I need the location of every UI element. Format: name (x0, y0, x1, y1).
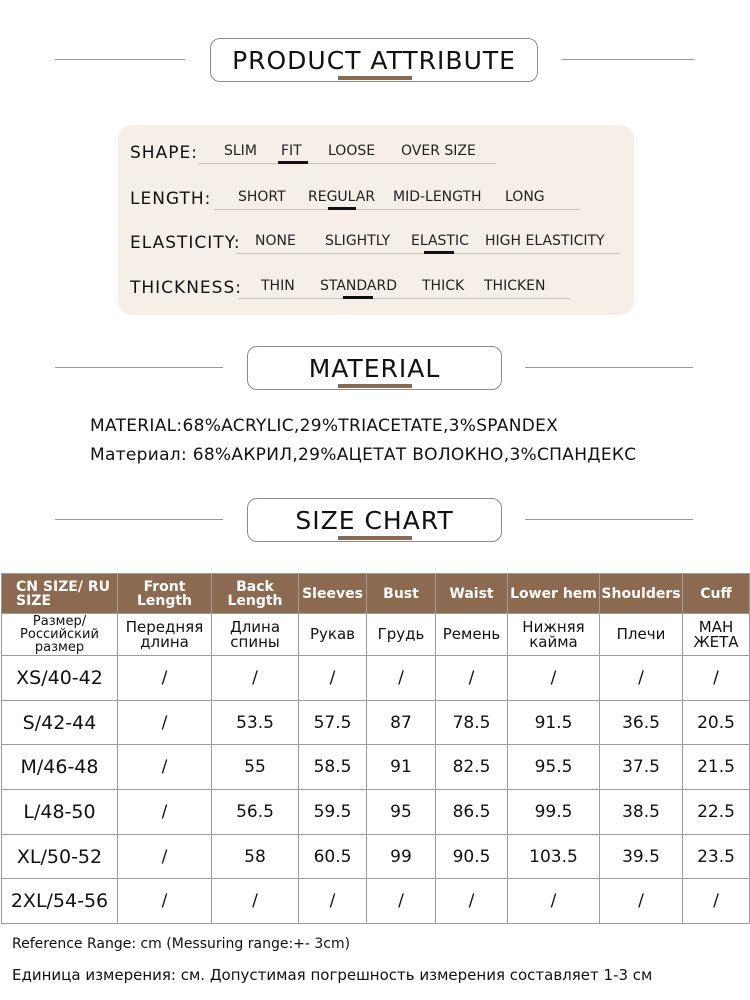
measure-cell: / (118, 790, 212, 835)
title-underline (338, 536, 412, 540)
section-title: MATERIAL (247, 346, 502, 390)
size-chart-table (1, 573, 750, 924)
divider-right (525, 519, 693, 520)
selected-mark (328, 207, 356, 210)
header-cell: CN SIZE/ RU SIZE (2, 574, 118, 614)
measure-cell: / (118, 745, 212, 790)
attr-option: SLIM (224, 143, 257, 159)
measure-cell: 82.5 (436, 745, 508, 790)
measure-cell: / (683, 656, 750, 701)
measure-cell: / (299, 656, 367, 701)
header-cell: Front Length (118, 574, 212, 614)
header-cell: Нижняя кайма (508, 614, 600, 656)
attr-option: NONE (255, 233, 296, 249)
measure-cell: / (436, 656, 508, 701)
attr-row-thickness (118, 272, 634, 302)
material-header (0, 346, 750, 390)
measure-cell: 36.5 (600, 700, 683, 745)
header-cell: Размер/ Российский размер (2, 614, 118, 656)
measure-cell: 60.5 (299, 834, 367, 879)
size-chart-header (0, 498, 750, 542)
divider-left (55, 59, 185, 60)
table-header-ru (2, 614, 750, 656)
measure-cell: / (508, 879, 600, 924)
measure-cell: 90.5 (436, 834, 508, 879)
table-row (2, 790, 750, 835)
attr-row-length (118, 183, 634, 213)
measure-cell: / (508, 656, 600, 701)
measure-cell: / (118, 700, 212, 745)
measure-cell: 22.5 (683, 790, 750, 835)
attribute-panel (118, 125, 634, 315)
measure-cell: 78.5 (436, 700, 508, 745)
measure-cell: / (118, 879, 212, 924)
measure-cell: 86.5 (436, 790, 508, 835)
measure-cell: 91.5 (508, 700, 600, 745)
attr-rule (214, 209, 580, 210)
measure-cell: / (212, 656, 299, 701)
measure-cell: 21.5 (683, 745, 750, 790)
attr-option-selected: ELASTIC (411, 233, 469, 249)
selected-mark (343, 296, 373, 299)
attr-option: HIGH ELASTICITY (485, 233, 605, 249)
title-underline (338, 76, 412, 80)
material-en: MATERIAL:68%ACRYLIC,29%TRIACETATE,3%SPANDEX (90, 416, 559, 436)
header-cell: Передняя длина (118, 614, 212, 656)
measure-cell: 53.5 (212, 700, 299, 745)
header-cell: Bust (367, 574, 436, 614)
attr-option: THICKEN (484, 278, 546, 294)
header-cell: МАН ЖЕТА (683, 614, 750, 656)
measure-cell: 58.5 (299, 745, 367, 790)
attr-option: SLIGHTLY (325, 233, 391, 249)
attr-option: OVER SIZE (401, 143, 476, 159)
measure-cell: 38.5 (600, 790, 683, 835)
attr-rule (198, 163, 496, 164)
measure-cell: 39.5 (600, 834, 683, 879)
product-attribute-header (0, 38, 750, 82)
header-cell: Waist (436, 574, 508, 614)
header-cell: Shoulders (600, 574, 683, 614)
measure-cell: / (118, 656, 212, 701)
table-row (2, 700, 750, 745)
divider-right (562, 59, 694, 60)
attr-rule (238, 298, 570, 299)
measure-cell: / (436, 879, 508, 924)
measure-cell: / (367, 879, 436, 924)
section-title: PRODUCT ATTRIBUTE (210, 38, 538, 82)
attr-option-selected: REGULAR (308, 189, 376, 205)
attr-label: LENGTH: (130, 189, 212, 209)
measure-cell: / (299, 879, 367, 924)
measure-cell: 99 (367, 834, 436, 879)
attr-row-shape (118, 137, 634, 167)
attr-row-elasticity (118, 227, 634, 257)
header-cell: Sleeves (299, 574, 367, 614)
header-cell: Плечи (600, 614, 683, 656)
section-title: SIZE CHART (247, 498, 502, 542)
header-cell: Lower hem (508, 574, 600, 614)
measure-cell: 87 (367, 700, 436, 745)
table-row (2, 834, 750, 879)
size-label-cell: XS/40-42 (2, 656, 118, 701)
attr-option: LONG (505, 189, 545, 205)
measure-cell: 91 (367, 745, 436, 790)
header-cell: Ремень (436, 614, 508, 656)
attr-option: MID-LENGTH (393, 189, 482, 205)
attr-option: THIN (261, 278, 295, 294)
measure-cell: 99.5 (508, 790, 600, 835)
attr-option: THICK (422, 278, 465, 294)
measure-cell: / (600, 656, 683, 701)
selected-mark (424, 251, 454, 254)
measure-cell: / (118, 834, 212, 879)
title-underline (338, 384, 412, 388)
attr-option-selected: FIT (281, 143, 302, 159)
size-label-cell: XL/50-52 (2, 834, 118, 879)
measure-cell: / (600, 879, 683, 924)
size-label-cell: L/48-50 (2, 790, 118, 835)
size-label-cell: 2XL/54-56 (2, 879, 118, 924)
measure-cell: 59.5 (299, 790, 367, 835)
reference-range-note: Reference Range: cm (Messuring range:+- 3cm) (12, 936, 351, 952)
divider-left (55, 367, 223, 368)
attr-label: ELASTICITY: (130, 233, 241, 253)
measure-cell: 58 (212, 834, 299, 879)
measure-cell: 37.5 (600, 745, 683, 790)
measure-cell: 23.5 (683, 834, 750, 879)
divider-left (55, 519, 223, 520)
header-cell: Рукав (299, 614, 367, 656)
attr-option-selected: STANDARD (320, 278, 398, 294)
attr-option: LOOSE (328, 143, 376, 159)
selected-mark (278, 161, 308, 164)
attr-label: THICKNESS: (130, 278, 242, 298)
header-cell: Cuff (683, 574, 750, 614)
table-row (2, 656, 750, 701)
measure-cell: 56.5 (212, 790, 299, 835)
measure-cell: 20.5 (683, 700, 750, 745)
table-row (2, 879, 750, 924)
measure-cell: / (367, 656, 436, 701)
measure-cell: 55 (212, 745, 299, 790)
header-cell: Длина спины (212, 614, 299, 656)
header-cell: Грудь (367, 614, 436, 656)
size-label-cell: M/46-48 (2, 745, 118, 790)
measure-cell: / (212, 879, 299, 924)
divider-right (525, 367, 693, 368)
table-header-en (2, 574, 750, 614)
size-label-cell: S/42-44 (2, 700, 118, 745)
header-cell: Back Length (212, 574, 299, 614)
material-ru: Материал: 68%АКРИЛ,29%АЦЕТАТ ВОЛОКНО,3%СПАНДЕКС (90, 445, 637, 465)
measure-cell: 103.5 (508, 834, 600, 879)
table-row (2, 745, 750, 790)
measure-cell: / (683, 879, 750, 924)
reference-range-note-ru: Единица измерения: см. Допустимая погрешность измерения составляет 1-3 см (12, 966, 653, 984)
measure-cell: 95 (367, 790, 436, 835)
attr-label: SHAPE: (130, 143, 198, 163)
measure-cell: 57.5 (299, 700, 367, 745)
measure-cell: 95.5 (508, 745, 600, 790)
attr-option: SHORT (238, 189, 286, 205)
